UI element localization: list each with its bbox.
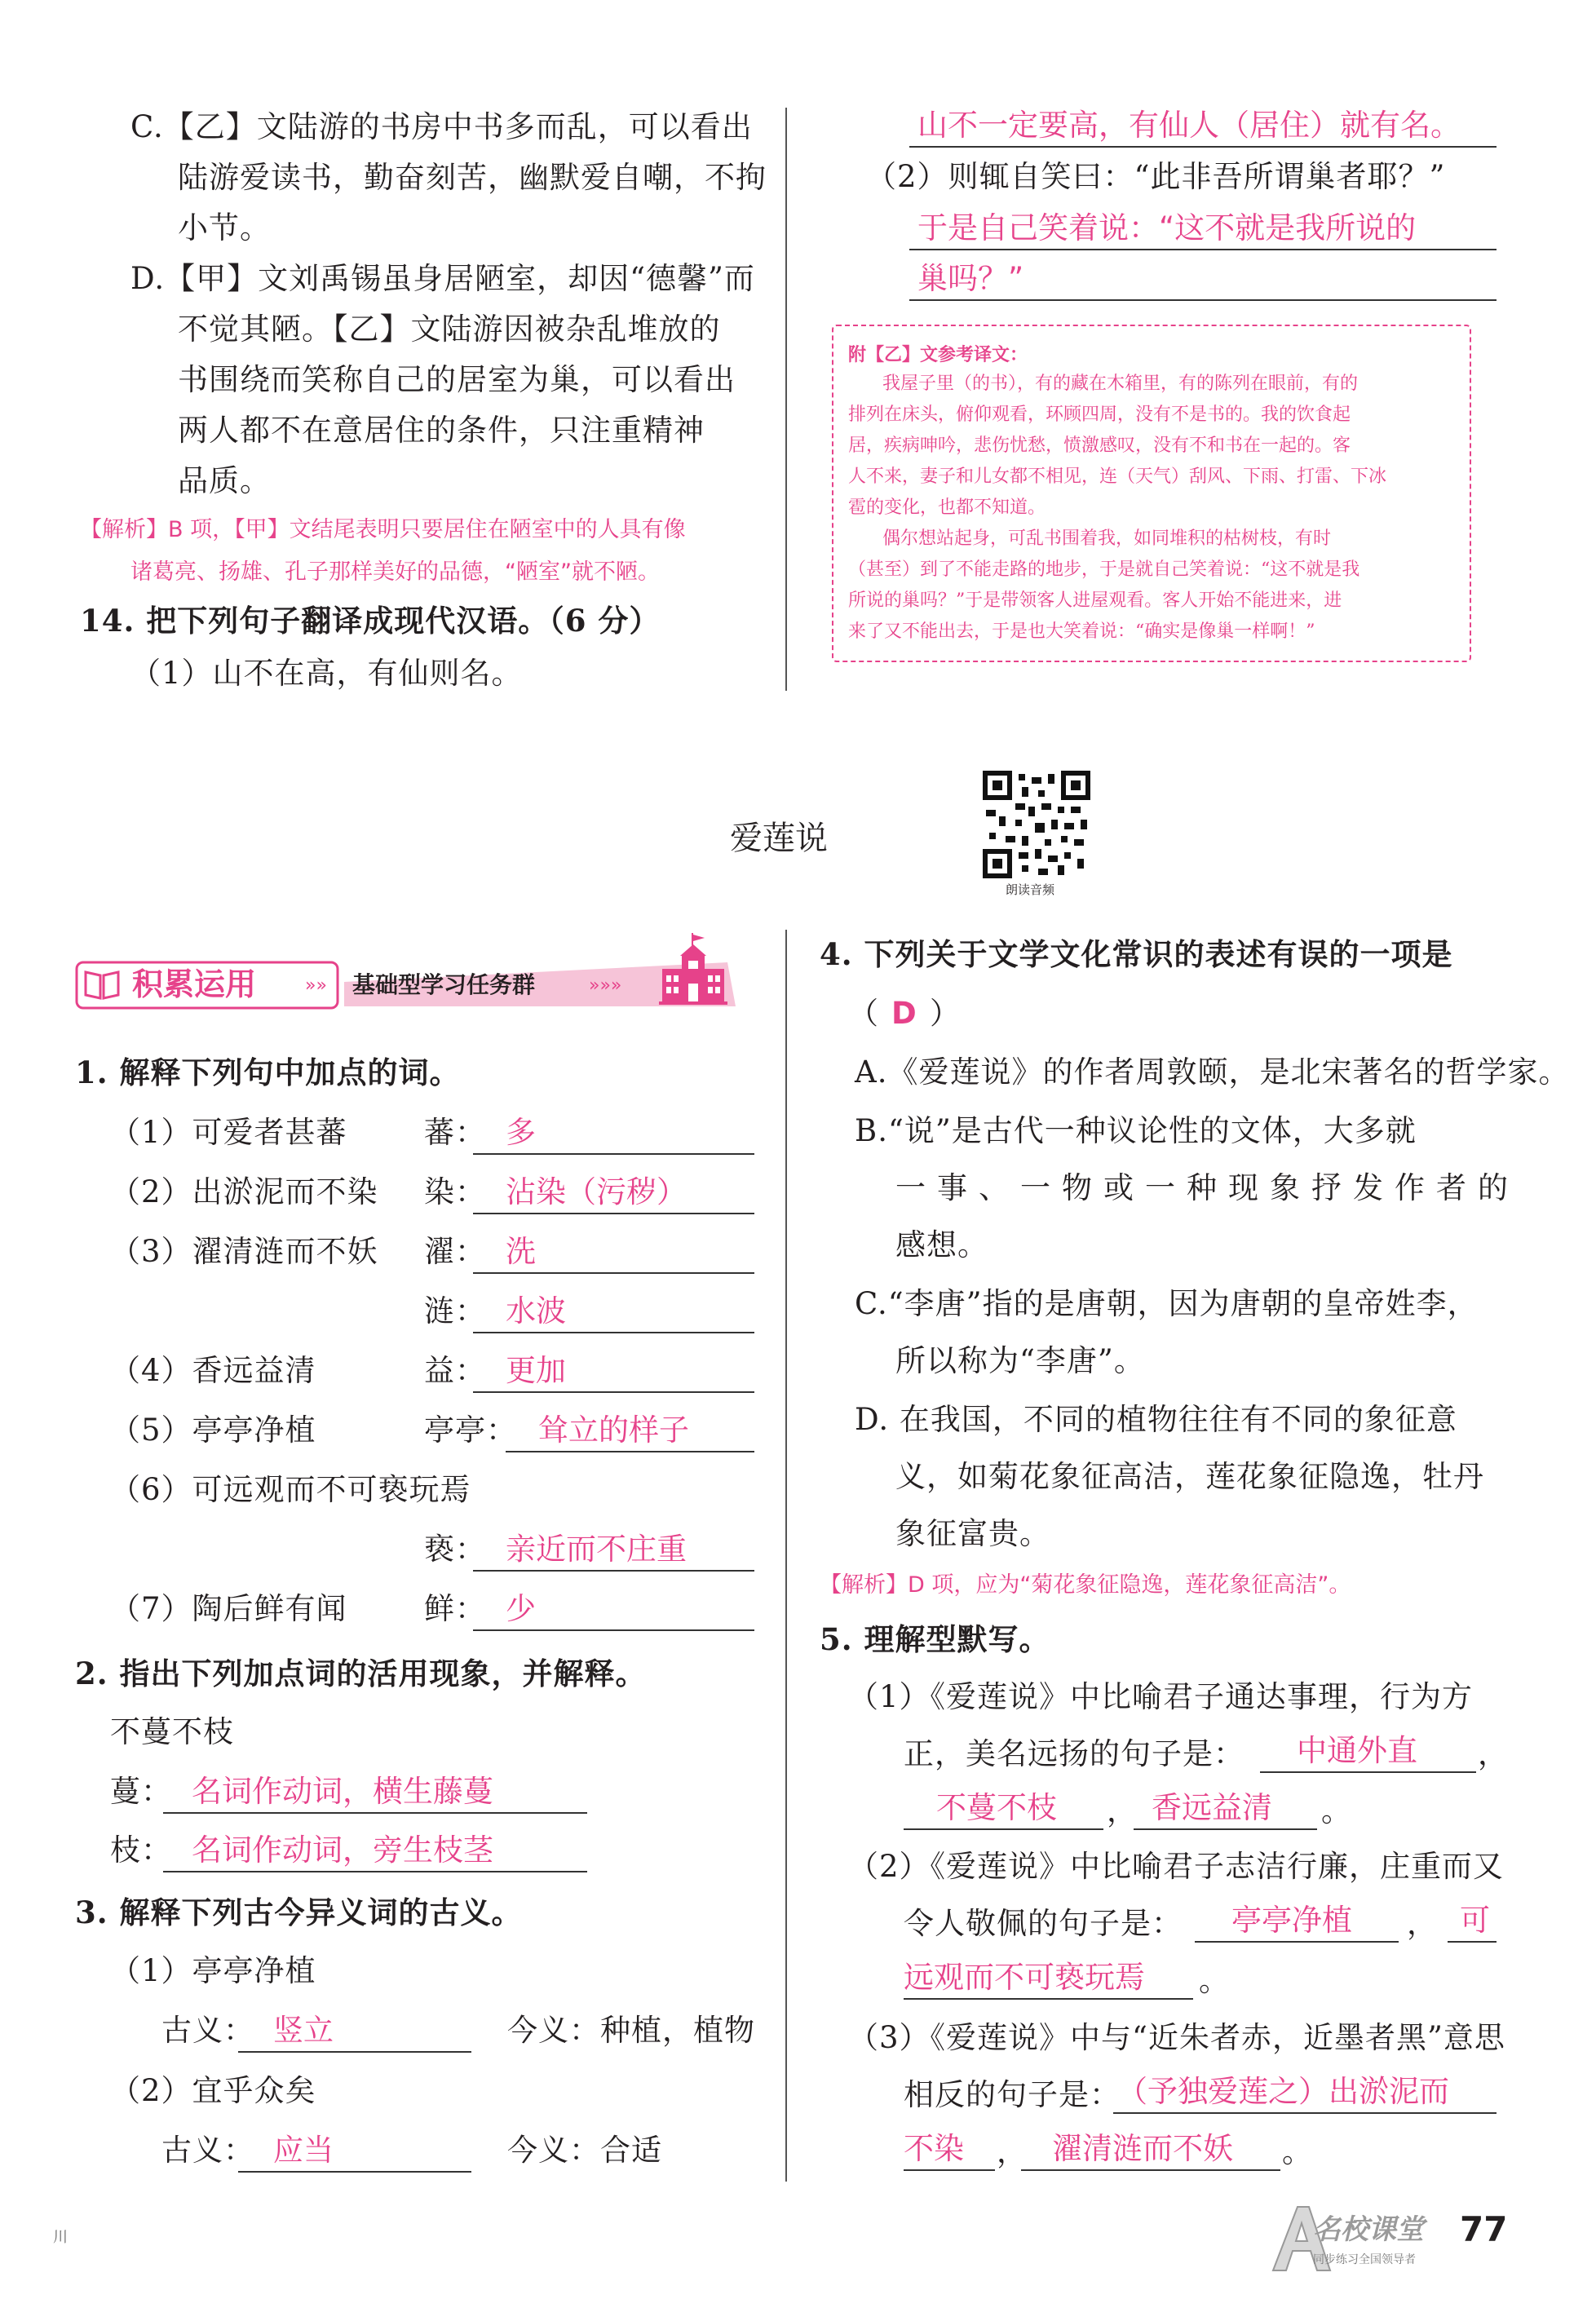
answer-underline (909, 249, 1497, 250)
column-divider-top (785, 108, 787, 691)
q1-word: 亭亭： (424, 1413, 517, 1448)
option-c-line3: 小节。 (178, 210, 271, 245)
answer-underline (473, 1272, 754, 1274)
answer-underline (238, 2051, 471, 2053)
q1-word: 涟： (424, 1293, 486, 1329)
answer-underline (1134, 1828, 1317, 1830)
reference-line: （甚至）到了不能走路的地步，于是就自己笑着说：“这不就是我 (848, 559, 1360, 580)
banner-subtitle: 基础型学习任务群 (352, 971, 536, 998)
section-banner (75, 956, 744, 1013)
q4-option-b-line1: B.“说”是古代一种议论性的文体，大多就 (855, 1113, 1417, 1148)
q5-2-line2: 令人敬佩的句子是： (904, 1906, 1183, 1941)
q5-2-answer-2a: 可 (1460, 1903, 1490, 1938)
question-5: 5. 理解型默写。 (820, 1621, 1050, 1657)
answer-underline (473, 1332, 754, 1333)
chevron-icon: »»» (589, 975, 622, 996)
punctuation-comma: ， (1407, 1906, 1438, 1941)
answer-underline (909, 299, 1497, 301)
q1-answer: 少 (506, 1591, 536, 1626)
answer-underline (506, 1451, 754, 1452)
chevron-icon: »» (305, 975, 327, 996)
punctuation-comma: ， (1107, 1793, 1138, 1828)
q2-phrase: 不蔓不枝 (110, 1714, 234, 1749)
punctuation-comma: ， (997, 2134, 1028, 2169)
answer-underline (1113, 2112, 1497, 2114)
q1-word: 亵： (424, 1532, 486, 1567)
q5-1-answer-2: 不蔓不枝 (936, 1790, 1057, 1825)
answer-underline (904, 1828, 1103, 1830)
q5-2-answer-1: 亭亭净植 (1231, 1903, 1352, 1938)
punctuation-comma: ， (1478, 1736, 1509, 1771)
q3-1-gu-answer: 竖立 (273, 2013, 334, 2048)
q1-item-text: （6）可远观而不可亵玩焉 (110, 1472, 471, 1507)
brand-subtitle: 同步练习全国领导者 (1313, 2253, 1416, 2266)
q5-1-line2: 正，美名远扬的句子是： (904, 1736, 1245, 1771)
q5-2-line1: （2）《爱莲说》中比喻君子志洁行廉，庄重而又 (848, 1849, 1505, 1884)
answer-underline (1195, 1941, 1399, 1943)
q4-option-d-line3: 象征富贵。 (895, 1516, 1050, 1551)
q1-item-text: （5）亭亭净植 (110, 1413, 316, 1448)
answer-underline (238, 2171, 471, 2173)
q4-answer: D (891, 996, 917, 1031)
q5-2-answer-2b: 远观而不可亵玩焉 (904, 1960, 1145, 1995)
answer-underline (163, 1812, 587, 1814)
qr-code-icon[interactable] (983, 771, 1090, 878)
punctuation-period: 。 (1321, 1793, 1352, 1828)
reference-line: 排列在床头，俯仰观看，环顾四周，没有不是书的。我的饮食起 (848, 405, 1351, 425)
school-building-icon (656, 931, 731, 1006)
answer-underline (473, 1629, 754, 1631)
q2-answer-man: 名词作动词，横生藤蔓 (192, 1774, 493, 1809)
q5-1-answer-1: 中通外直 (1297, 1733, 1417, 1768)
q1-answer: 水波 (506, 1293, 566, 1329)
q3-2-jin: 今义：合适 (507, 2133, 662, 2168)
answer-underline (1260, 1771, 1476, 1773)
answer-14-1: 山不一定要高，有仙人（居住）就有名。 (917, 108, 1461, 143)
question-14-1: （1）山不在高，有仙则名。 (130, 656, 523, 691)
reference-line: 人不来，妻子和儿女都不相见，连（天气）刮风、下雨、打雷、下冰 (848, 466, 1387, 487)
reference-title: 附【乙】文参考译文： (848, 344, 1028, 365)
q1-answer: 耸立的样子 (538, 1413, 689, 1448)
q5-3-answer-1b: 不染 (904, 2131, 964, 2166)
reference-translation-box (832, 325, 1471, 662)
question-14-2: （2）则辄自笑曰：“此非吾所谓巢者耶？” (866, 159, 1446, 194)
q4-option-a: A.《爱莲说》的作者周敦颐，是北宋著名的哲学家。 (855, 1054, 1570, 1090)
q4-explanation: 【解析】D 项，应为“菊花象征隐逸，莲花象征高洁”。 (820, 1572, 1351, 1598)
q1-item-text: （7）陶后鲜有闻 (110, 1591, 347, 1626)
column-divider-bottom (785, 930, 787, 2182)
q3-2-gu-answer: 应当 (273, 2133, 334, 2168)
q1-item-text: （1）可爱者甚蕃 (110, 1115, 347, 1150)
q2-answer-zhi: 名词作动词，旁生枝茎 (192, 1833, 493, 1868)
reference-line: 雹的变化，也都不知道。 (848, 497, 1046, 518)
q1-word: 鲜： (424, 1591, 486, 1626)
q3-item-1: （1）亭亭净植 (110, 1953, 316, 1988)
q1-word: 染： (424, 1174, 486, 1209)
answer-underline (163, 1871, 587, 1872)
q2-word-zhi: 枝： (110, 1833, 172, 1868)
q4-paren-close: ） (930, 996, 961, 1031)
answer-underline (904, 1998, 1193, 2000)
q5-3-answer-2: 濯清涟而不妖 (1052, 2131, 1233, 2166)
option-d-line2: 不觉其陋。【乙】文陆游因被杂乱堆放的 (178, 312, 721, 347)
section-title: 爱莲说 (730, 820, 828, 857)
option-c-line2: 陆游爱读书，勤奋刻苦，幽默爱自嘲，不拘 (178, 160, 767, 195)
punctuation-period: 。 (1199, 1963, 1230, 1998)
q1-item (110, 1115, 347, 1150)
question-2: 2. 指出下列加点词的活用现象，并解释。 (75, 1656, 647, 1691)
question-4: 4. 下列关于文学文化常识的表述有误的一项是 (820, 936, 1453, 972)
reference-line: 所说的巢吗？”于是带领客人进屋观看。客人开始不能进来，进 (848, 590, 1342, 611)
q2-word-man: 蔓： (110, 1774, 172, 1809)
answer-underline (1448, 1941, 1497, 1943)
reference-line: 偶尔想站起身，可乱书围着我，如同堆积的枯树枝，有时 (882, 528, 1332, 549)
answer-underline (473, 1153, 754, 1155)
q3-1-gu-label: 古义： (161, 2013, 254, 2048)
answer-underline (1021, 2169, 1280, 2171)
q5-3-line2: 相反的句子是： (904, 2077, 1121, 2112)
option-d-line1: D.【甲】文刘禹锡虽身居陋室，却因“德馨”而 (130, 261, 755, 296)
q4-option-d-line2: 义，如菊花象征高洁，莲花象征隐逸，牡丹 (895, 1459, 1484, 1494)
reference-line: 居，疾病呻吟，悲伤忧愁，愤激感叹，没有不和书在一起的。客 (848, 435, 1351, 456)
book-icon (83, 967, 121, 1001)
q4-paren-open: （ (848, 996, 879, 1031)
q5-3-answer-1a: （予独爱莲之）出淤泥而 (1117, 2074, 1449, 2109)
q4-option-c-line1: C.“李唐”指的是唐朝，因为唐朝的皇帝姓李， (855, 1286, 1479, 1321)
q4-option-b-line3: 感想。 (895, 1227, 988, 1262)
q3-1-jin: 今义：种植，植物 (507, 2013, 755, 2048)
reference-line: 来了又不能出去，于是也大笑着说：“确实是像巢一样啊！” (848, 621, 1315, 642)
answer-underline (904, 2169, 995, 2171)
question-3: 3. 解释下列古今异义词的古义。 (75, 1894, 523, 1930)
option-c-line1: C.【乙】文陆游的书房中书多而乱，可以看出 (130, 109, 753, 144)
question-14: 14. 把下列句子翻译成现代汉语。（6 分） (80, 603, 661, 639)
q1-word: 蕃： (424, 1115, 486, 1150)
q3-item-2: （2）宜乎众矣 (110, 2073, 316, 2108)
q1-item-text: （2）出淤泥而不染 (110, 1174, 378, 1209)
q4-option-c-line2: 所以称为“李唐”。 (895, 1343, 1145, 1378)
answer-underline (473, 1391, 754, 1393)
question-1: 1. 解释下列句中加点的词。 (75, 1054, 461, 1090)
footer-mark: 川 (53, 2229, 68, 2246)
brand-name: 名校课堂 (1313, 2213, 1424, 2246)
answer-underline (909, 146, 1497, 148)
option-d-line5: 品质。 (178, 463, 271, 498)
option-d-line3: 书围绕而笑称自己的居室为巢，可以看出 (178, 362, 736, 397)
q1-answer: 更加 (506, 1353, 566, 1388)
explanation-line2: 诸葛亮、扬雄、孔子那样美好的品德，“陋室”就不陋。 (130, 559, 660, 585)
q1-item-text: （3）濯清涟而不妖 (110, 1234, 378, 1269)
q1-answer: 亲近而不庄重 (506, 1532, 687, 1567)
q1-answer: 洗 (506, 1234, 536, 1269)
q1-word: 益： (424, 1353, 486, 1388)
banner-label: 积累运用 (132, 966, 257, 1002)
q1-answer: 沾染（污秽） (506, 1174, 687, 1209)
punctuation-period: 。 (1282, 2134, 1313, 2169)
q3-2-gu-label: 古义： (161, 2133, 254, 2168)
q1-word: 濯： (424, 1234, 486, 1269)
q4-option-b-line2: 一事、一物或一种现象抒发作者的 (895, 1170, 1519, 1205)
answer-underline (473, 1570, 754, 1572)
q5-1-answer-3: 香远益清 (1152, 1790, 1272, 1825)
answer-14-2-line1: 于是自己笑着说：“这不就是我所说的 (917, 210, 1417, 245)
answer-underline (473, 1213, 754, 1214)
q4-option-d-line1: D. 在我国，不同的植物往往有不同的象征意 (855, 1402, 1457, 1437)
q1-answer: 多 (506, 1115, 536, 1150)
q5-3-line1: （3）《爱莲说》中与“近朱者赤，近墨者黑”意思 (848, 2020, 1505, 2055)
option-d-line4: 两人都不在意居住的条件，只注重精神 (178, 413, 705, 448)
answer-14-2-line2: 巢吗？” (917, 261, 1024, 296)
q1-item-text: （4）香远益清 (110, 1353, 316, 1388)
qr-caption: 朗读音频 (1006, 882, 1055, 897)
explanation-line1: 【解析】B 项，【甲】文结尾表明只要居住在陋室中的人具有像 (80, 517, 686, 542)
q5-1-line1: （1）《爱莲说》中比喻君子通达事理，行为方 (848, 1679, 1474, 1714)
reference-line: 我屋子里（的书），有的藏在木箱里，有的陈列在眼前，有的 (882, 374, 1359, 394)
page-number: 77 (1460, 2209, 1508, 2249)
